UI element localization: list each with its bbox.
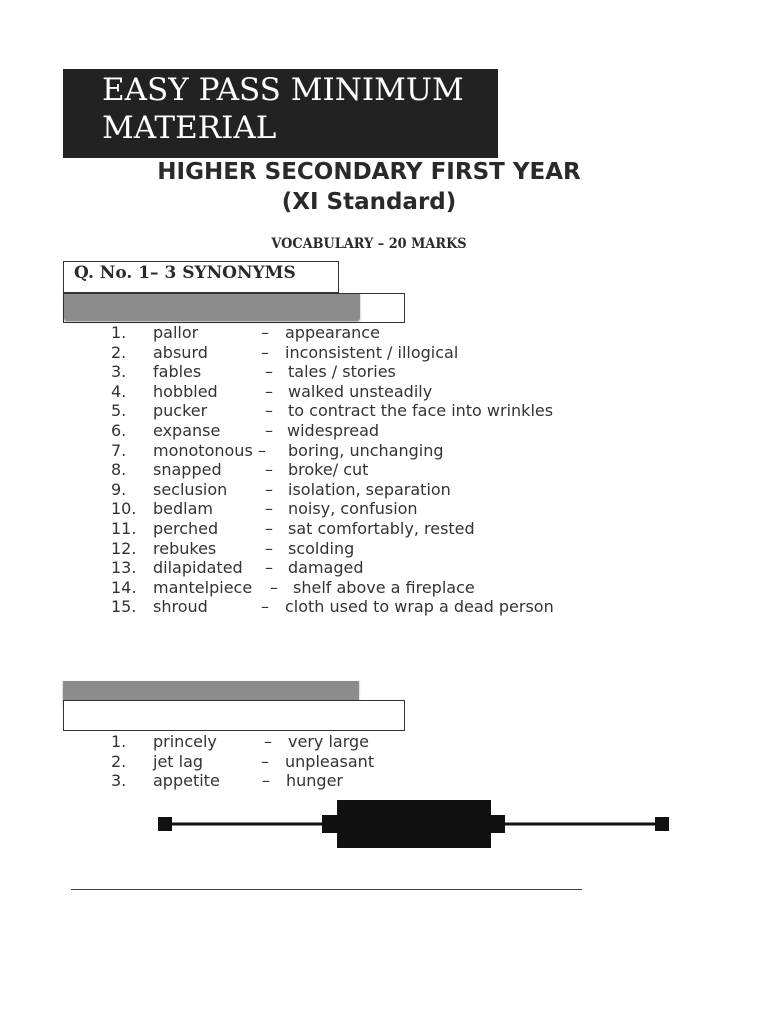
banner-line-1: EASY PASS MINIMUM	[102, 72, 464, 108]
item-number: 1.	[111, 323, 127, 342]
item-number: 2.	[111, 751, 127, 771]
item-dash: –	[270, 577, 278, 597]
item-meaning: isolation, separation	[288, 479, 451, 499]
item-word: princely	[153, 732, 217, 751]
standard-heading: (XI Standard)	[281, 189, 457, 215]
item-word: fables	[153, 362, 202, 382]
item-number: 1.	[111, 732, 127, 751]
item-number: 13.	[111, 558, 137, 578]
item-number: 2.	[111, 342, 127, 362]
item-meaning: noisy, confusion	[288, 499, 418, 519]
decorative-divider	[156, 798, 671, 850]
item-dash: –	[265, 538, 273, 558]
item-word: jet lag	[153, 751, 204, 771]
item-word: pucker	[153, 401, 208, 421]
banner-line-2: MATERIAL	[102, 110, 277, 146]
item-number: 7.	[111, 440, 127, 460]
bottom-rule	[71, 889, 582, 890]
item-meaning: inconsistent / illogical	[285, 342, 459, 362]
item-meaning: scolding	[288, 538, 355, 558]
course-heading: HIGHER SECONDARY FIRST YEAR	[157, 159, 581, 185]
item-dash: –	[265, 518, 273, 538]
item-meaning: widespread	[287, 420, 380, 440]
item-meaning: cloth used to wrap a dead person	[285, 597, 554, 617]
item-dash: –	[265, 558, 273, 578]
item-dash: –	[262, 771, 270, 791]
item-number: 5.	[111, 401, 127, 421]
section-bar-2	[63, 700, 405, 731]
item-word: monotonous	[153, 440, 253, 460]
item-number: 3.	[111, 362, 127, 382]
item-word: expanse	[153, 420, 221, 440]
item-meaning: broke/ cut	[288, 460, 369, 480]
item-number: 8.	[111, 460, 127, 480]
section-bar-1	[63, 293, 405, 323]
vocabulary-title: VOCABULARY – 20 MARKS	[271, 236, 467, 252]
item-dash: –	[265, 362, 273, 382]
item-word: rebukes	[153, 538, 217, 558]
item-meaning: unpleasant	[285, 751, 375, 771]
item-dash: –	[265, 479, 273, 499]
item-word: dilapidated	[153, 558, 243, 578]
item-dash: –	[261, 597, 269, 617]
item-word: shroud	[153, 597, 208, 617]
item-dash: –	[265, 401, 273, 421]
item-word: bedlam	[153, 499, 213, 519]
item-dash: –	[261, 342, 269, 362]
item-number: 4.	[111, 381, 127, 401]
item-dash: –	[258, 440, 266, 460]
item-dash: –	[261, 323, 269, 342]
item-word: pallor	[153, 323, 199, 342]
item-dash: –	[265, 460, 273, 480]
item-dash: –	[264, 732, 272, 751]
item-meaning: shelf above a fireplace	[293, 577, 475, 597]
item-word: perched	[153, 518, 219, 538]
item-meaning: tales / stories	[288, 362, 396, 382]
item-dash: –	[265, 381, 273, 401]
item-number: 14.	[111, 577, 137, 597]
item-word: mantelpiece	[153, 577, 253, 597]
title-banner	[63, 69, 498, 158]
item-meaning: appearance	[285, 323, 380, 342]
item-meaning: to contract the face into wrinkles	[288, 401, 554, 421]
item-number: 15.	[111, 597, 137, 617]
item-meaning: very large	[288, 732, 369, 751]
item-dash: –	[265, 499, 273, 519]
item-meaning: sat comfortably, rested	[288, 518, 475, 538]
item-number: 12.	[111, 538, 137, 558]
item-number: 10.	[111, 499, 137, 519]
item-word: snapped	[153, 460, 222, 480]
item-word: appetite	[153, 771, 220, 791]
item-word: seclusion	[153, 479, 228, 499]
item-number: 6.	[111, 420, 127, 440]
item-dash: –	[261, 751, 269, 771]
item-meaning: hunger	[286, 771, 343, 791]
question-label-box	[63, 261, 339, 293]
item-number: 11.	[111, 518, 137, 538]
item-word: absurd	[153, 342, 208, 362]
question-label: Q. No. 1– 3 SYNONYMS	[74, 263, 296, 283]
item-number: 3.	[111, 771, 127, 791]
item-word: hobbled	[153, 381, 218, 401]
item-dash: –	[265, 420, 273, 440]
item-meaning: damaged	[288, 558, 364, 578]
item-meaning: boring, unchanging	[288, 440, 444, 460]
item-number: 9.	[111, 479, 127, 499]
section-bar-1-fill	[64, 294, 360, 321]
item-meaning: walked unsteadily	[288, 381, 433, 401]
